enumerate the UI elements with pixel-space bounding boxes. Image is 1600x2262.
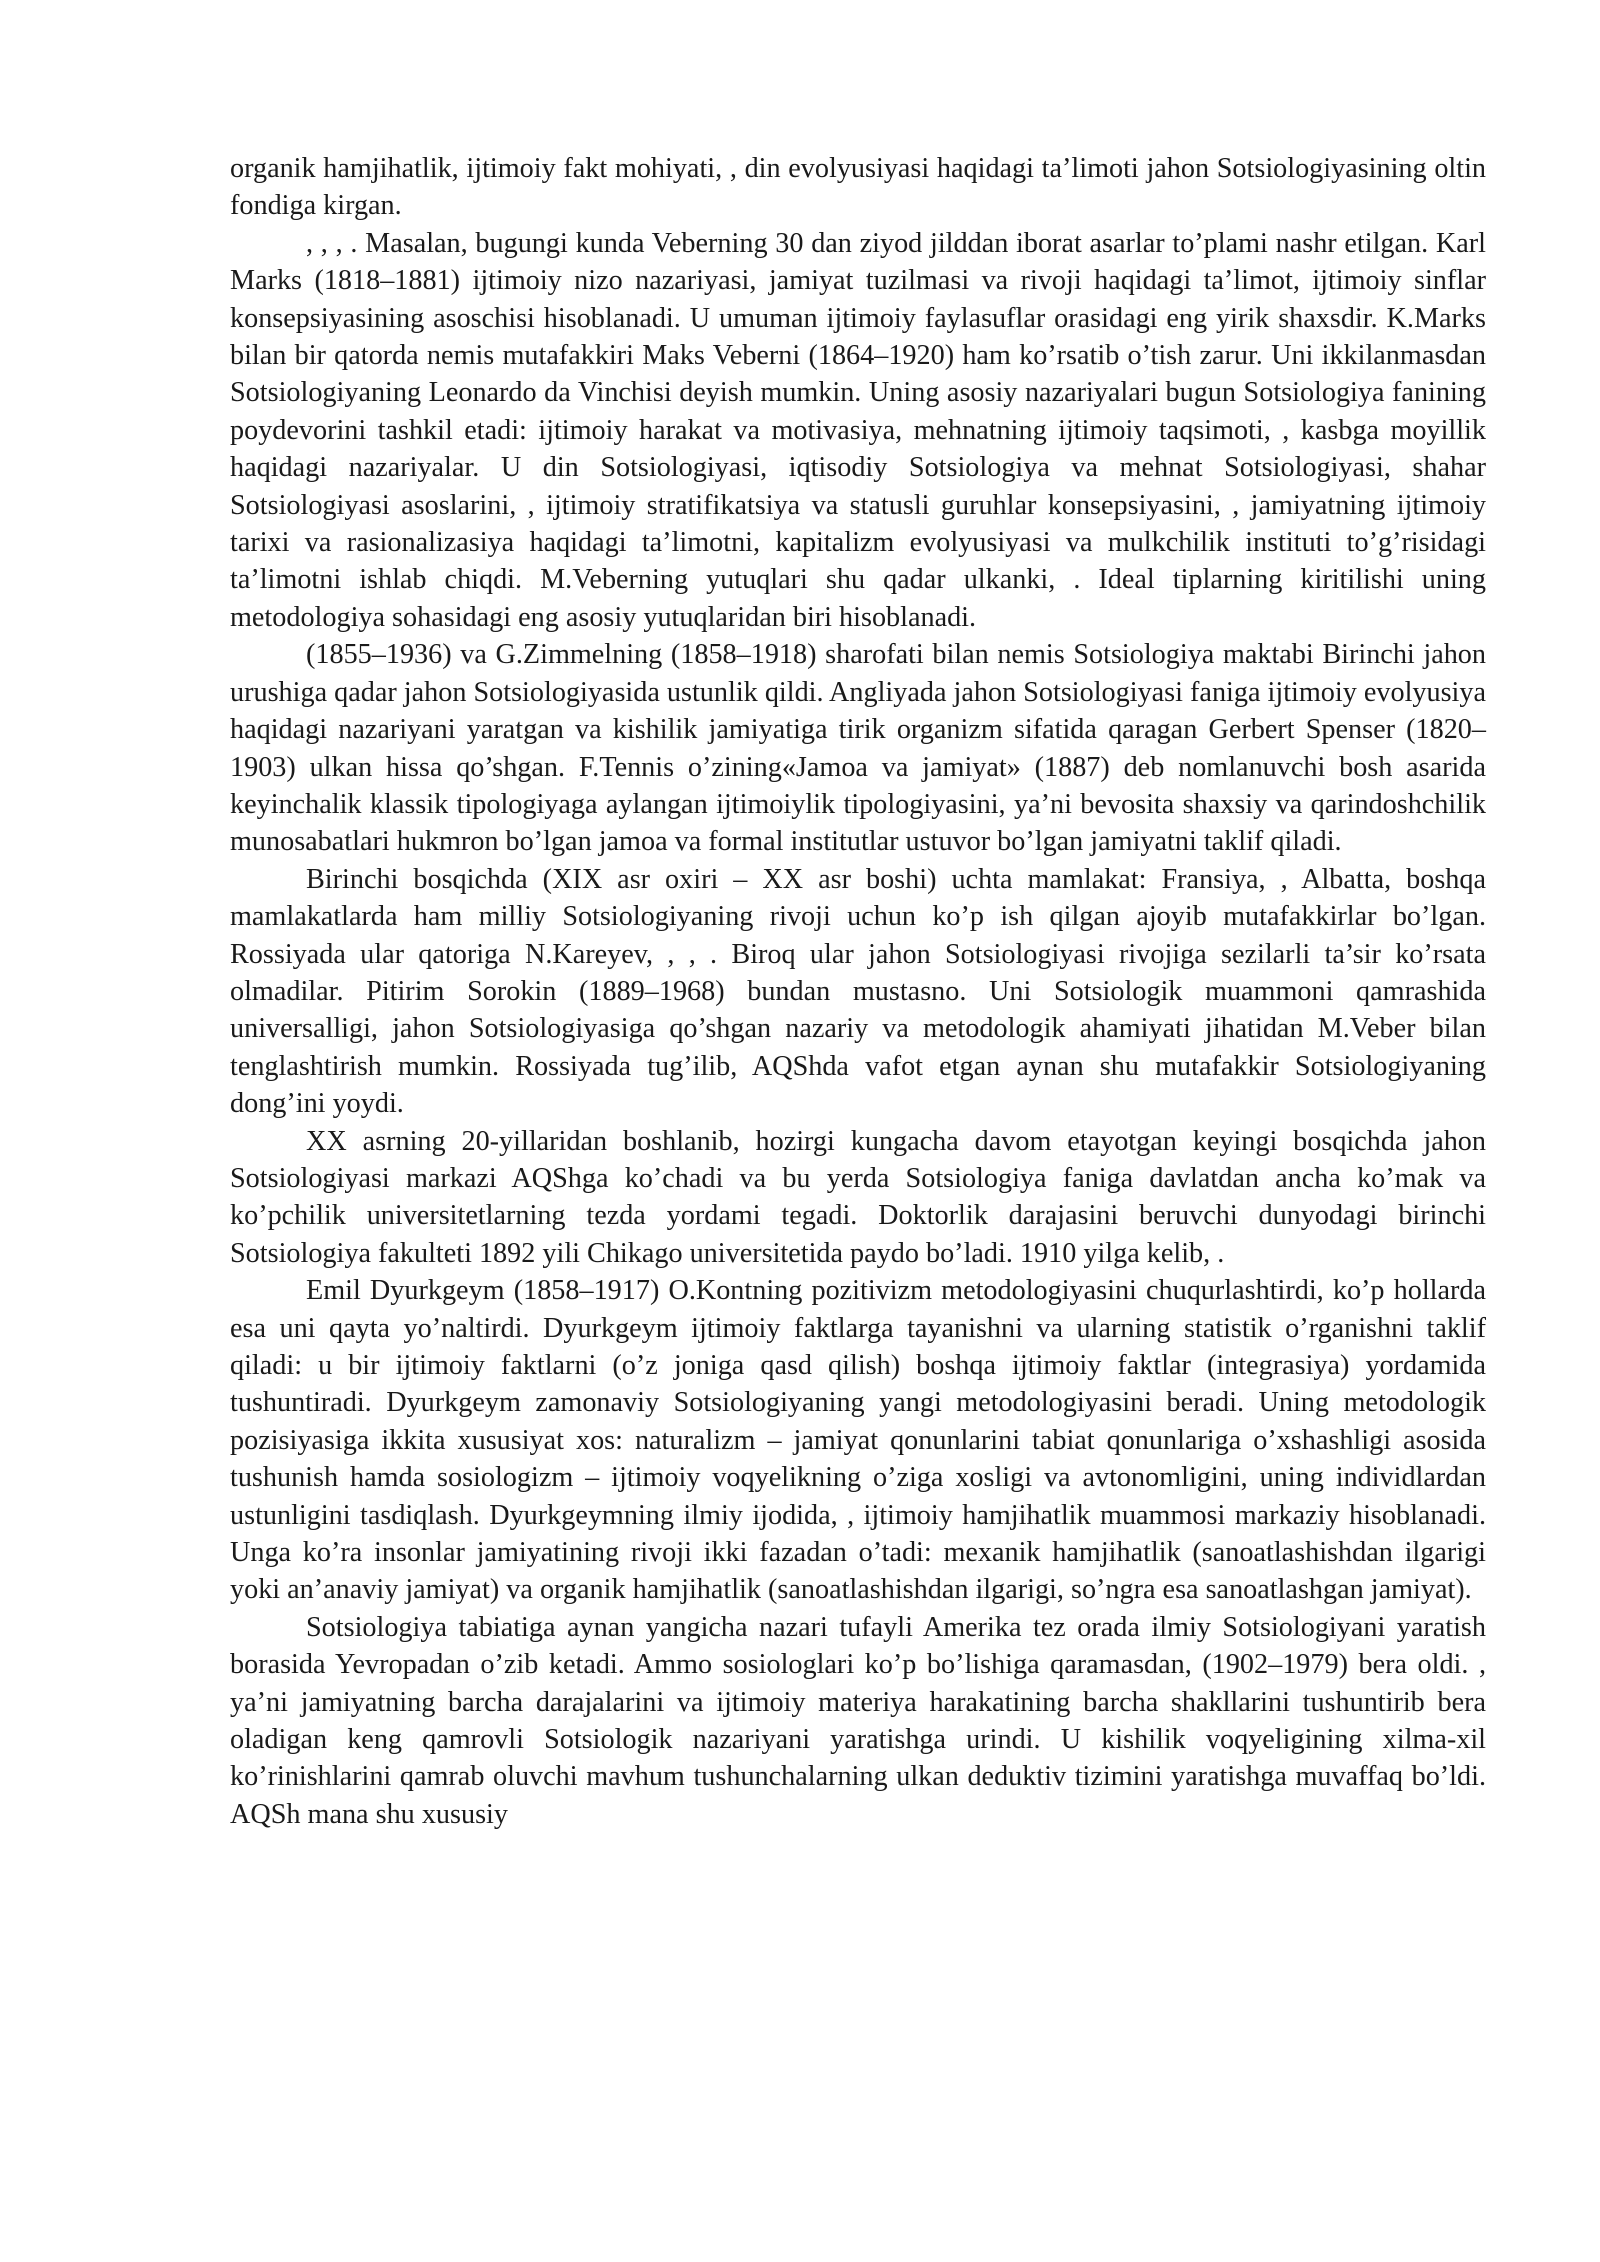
paragraph-3: (1855–1936) va G.Zimmelning (1858–1918) sharofati bilan nemis Sotsiologiya maktabi Birinchi jahon urushiga qadar jahon Sotsiologiyasida ustunlik qildi. Angliyada jahon Sotsiologiyasi faniga ijtimoiy evolyusiya haqidagi nazariyani yaratgan va kishilik jamiyatiga tirik organizm sifatida qaragan Gerbert Spenser (1820–1903) ulkan hissa qo’shgan. F.Tennis o’zining«Jamoa va jamiyat» (1887) deb nomlanuvchi bosh asarida keyinchalik klassik tipologiyaga aylangan ijtimoiylik tipologiyasini, ya’ni bevosita shaxsiy va qarindoshchilik munosabatlari hukmron bo’lgan jamoa va formal institutlar ustuvor bo’lgan jamiyatni taklif qiladi. xyxy=(230,639,1486,858)
paragraph-1: organik hamjihatlik, ijtimoiy fakt mohiyati, , din evolyusiyasi haqidagi ta’limoti jahon Sotsiologiyasining oltin fondiga kirgan. xyxy=(230,153,1486,222)
paragraph-6: Emil Dyurkgeym (1858–1917) O.Kontning pozitivizm metodologiyasini chuqurlashtirdi, ko’p hollarda esa uni qayta yo’naltirdi. Dyurkgeym ijtimoiy faktlarga tayanishni va ularning statistik o’rganishni taklif qiladi: u bir ijtimoiy faktlarni (o’z joniga qasd qilish) boshqa ijtimoiy faktlar (integrasiya) yordamida tushuntiradi. Dyurkgeym zamonaviy Sotsiologiyaning yangi metodologiyasini beradi. Uning metodologik pozisiyasiga ikkita xususiyat xos: naturalizm – jamiyat qonunlarini tabiat qonunlariga o’xshashligi asosida tushunish hamda sosiologizm – ijtimoiy voqyelikning o’ziga xosligi va avtonomligini, uning individlardan ustunligini tasdiqlash. Dyurkgeymning ilmiy ijodida, , ijtimoiy hamjihatlik muammosi markaziy hisoblanadi. Unga ko’ra insonlar jamiyatining rivoji ikki fazadan o’tadi: mexanik hamjihatlik (sanoatlashishdan ilgarigi yoki an’anaviy jamiyat) va organik hamjihatlik (sanoatlashishdan ilgarigi, so’ngra esa sanoatlashgan jamiyat). xyxy=(230,1275,1486,1606)
paragraph-5: XX asrning 20-yillaridan boshlanib, hozirgi kungacha davom etayotgan keyingi bosqichda jahon Sotsiologiyasi markazi AQShga ko’chadi va bu yerda Sotsiologiya faniga davlatdan ancha ko’mak va ko’pchilik universitetlarning tezda yordami tegadi. Doktorlik darajasini beruvchi dunyodagi birinchi Sotsiologiya fakulteti 1892 yili Chikago universitetida paydo bo’ladi. 1910 yilga kelib, . xyxy=(230,1125,1486,1269)
paragraph-2: , , , . Masalan, bugungi kunda Veberning 30 dan ziyod jilddan iborat asarlar to’plami nashr etilgan. Karl Marks (1818–1881) ijtimoiy nizo nazariyasi, jamiyat tuzilmasi va rivoji haqidagi ta’limot, ijtimoiy sinflar konsepsiyasining asoschisi hisoblanadi. U umuman ijtimoiy faylasuflar orasidagi eng yirik shaxsdir. K.Marks bilan bir qatorda nemis mutafakkiri Maks Veberni (1864–1920) ham ko’rsatib o’tish zarur. Uni ikkilanmasdan Sotsiologiyaning Leonardo da Vinchisi deyish mumkin. Uning asosiy nazariyalari bugun Sotsiologiya fanining poydevorini tashkil etadi: ijtimoiy harakat va motivasiya, mehnatning ijtimoiy taqsimoti, , kasbga moyillik haqidagi nazariyalar. U din Sotsiologiyasi, iqtisodiy Sotsiologiya va mehnat Sotsiologiyasi, shahar Sotsiologiyasi asoslarini, , ijtimoiy stratifikatsiya va statusli guruhlar konsepsiyasini, , jamiyatning ijtimoiy tarixi va rasionalizasiya haqidagi ta’limotni, kapitalizm evolyusiyasi va mulkchilik instituti to’g’risidagi ta’limotni ishlab chiqdi. M.Veberning yutuqlari shu qadar ulkanki, . Ideal tiplarning kiritilishi uning metodologiya sohasidagi eng asosiy yutuqlaridan biri hisoblanadi. xyxy=(230,227,1486,633)
document-page xyxy=(230,150,1486,1833)
paragraph-7: Sotsiologiya tabiatiga aynan yangicha nazari tufayli Amerika tez orada ilmiy Sotsiologiyani yaratish borasida Yevropadan o’zib ketadi. Ammo sosiologlari ko’p bo’lishiga qaramasdan, (1902–1979) bera oldi. , ya’ni jamiyatning barcha darajalarini va ijtimoiy materiya harakatining barcha shakllarini tushuntirib bera oladigan keng qamrovli Sotsiologik nazariyani yaratishga urindi. U kishilik voqyeligining xilma-xil ko’rinishlarini qamrab oluvchi mavhum tushunchalarning ulkan deduktiv tizimini yaratishga muvaffaq bo’ldi. AQSh mana shu xususiy xyxy=(230,1611,1486,1830)
paragraph-4: Birinchi bosqichda (XIX asr oxiri – XX asr boshi) uchta mamlakat: Fransiya, , Albatta, boshqa mamlakatlarda ham milliy Sotsiologiyaning rivoji uchun ko’p ish qilgan ajoyib mutafakkirlar bo’lgan. Rossiyada ular qatoriga N.Kareyev, , , . Biroq ular jahon Sotsiologiyasi rivojiga sezilarli ta’sir ko’rsata olmadilar. Pitirim Sorokin (1889–1968) bundan mustasno. Uni Sotsiologik muammoni qamrashida universalligi, jahon Sotsiologiyasiga qo’shgan nazariy va metodologik ahamiyati jihatidan M.Veber bilan tenglashtirish mumkin. Rossiyada tug’ilib, AQShda vafot etgan aynan shu mutafakkir Sotsiologiyaning dong’ini yoydi. xyxy=(230,863,1486,1120)
